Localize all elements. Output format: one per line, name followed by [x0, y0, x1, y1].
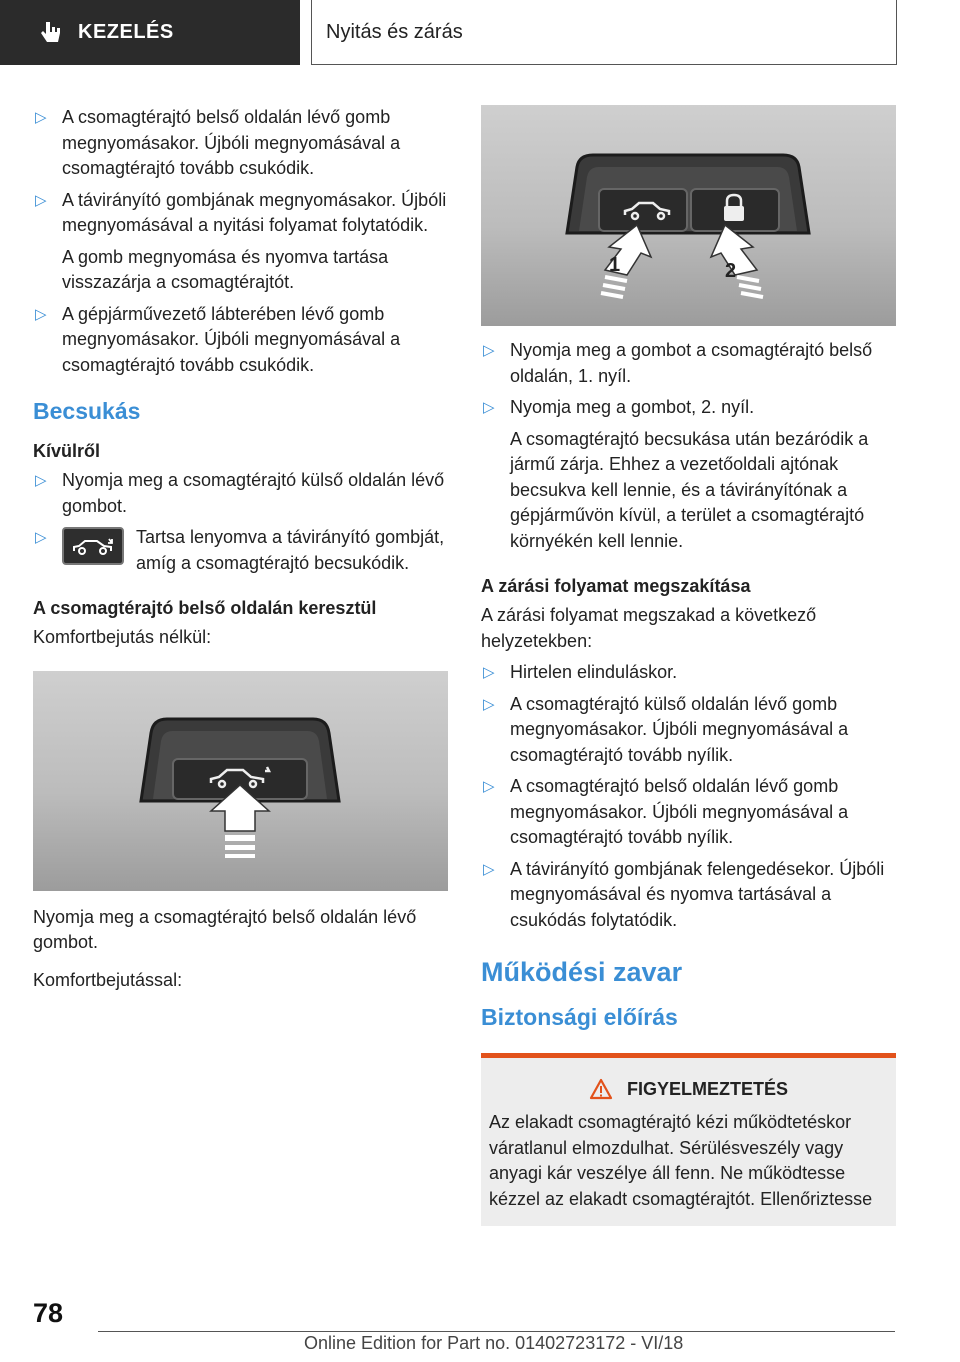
bullet-triangle-icon: ▷	[35, 305, 47, 323]
right-column	[481, 105, 896, 1226]
warning-text: Az elakadt csomagtérajtó kézi működtetéskor váratlanul elmozdulhat. Sérülésveszély vagy anyagi kár veszélye áll fenn. Ne működtesse kézzel az elakadt csomagtérajtót. Ellenőriztesse	[489, 1112, 873, 1209]
bullet-triangle-icon: ▷	[483, 399, 495, 416]
footer-edition: Online Edition for Part no. 01402723172 - VI/18	[304, 1333, 684, 1353]
bullet-triangle-icon: ▷	[483, 664, 495, 681]
heading-malfunction: Működési zavar	[481, 957, 683, 987]
chapter-title: KEZELÉS	[78, 21, 174, 43]
footer-divider	[98, 1331, 895, 1332]
interrupt-intro: A zárási folyamat megszakad a következő helyzetekben:	[481, 605, 817, 651]
chapter-tab[interactable]	[0, 0, 300, 65]
warning-triangle-icon	[589, 1078, 613, 1100]
bullet-triangle-icon: ▷	[483, 860, 495, 878]
left-column	[33, 105, 448, 993]
inside-bullet-list	[481, 338, 896, 554]
opening-bullet-list	[33, 105, 448, 378]
bullet-triangle-icon: ▷	[35, 191, 47, 209]
list-item: ▷ A távirányító gombjának megnyomásakor. Újbóli megnyomásával a nyitási folyamat folytatódik. A gomb megnyomása és nyomva tartása visszazárja a csomagtérajtót.	[33, 188, 448, 296]
list-item: ▷ A csomagtérajtó külső oldalán lévő gomb megnyomásakor. Újbóli megnyomásával a csomagtérajtó tovább nyílik.	[483, 693, 849, 765]
subheading-inside: A csomagtérajtó belső oldalán keresztül	[33, 598, 377, 618]
bullet-triangle-icon: ▷	[35, 109, 47, 126]
trunk-button-illustration	[33, 671, 448, 891]
list-item: ▷ Tartsa lenyomva a távirányító gombját, amíg a csomagtérajtó becsukódik.	[35, 527, 445, 573]
hand-icon	[40, 20, 62, 46]
subheading-interrupt: A zárási folyamat megszakítása	[481, 576, 751, 596]
heading-safety: Biztonsági előírás	[481, 1004, 678, 1030]
list-item: ▷ A gépjárművezető lábterében lévő gomb megnyomásakor. Újbóli megnyomásával a csomagtérajtó tovább csukódik.	[35, 303, 401, 375]
photo1-caption: Nyomja meg a csomagtérajtó belső oldalán lévő gombot.	[33, 906, 417, 952]
list-item-note: A csomagtérajtó becsukása után bezáródik a jármű zárja. Ehhez a vezetőoldali ajtónak becsukva kell lennie, és a távirányítónak a gépjárművön kívül, a terület a csomagtérajtó környékén kell lennie.	[510, 428, 869, 551]
bullet-triangle-icon: ▷	[483, 778, 495, 795]
list-item: ▷ Hirtelen elinduláskor.	[481, 660, 896, 686]
trunk-car-icon	[62, 527, 124, 565]
list-item: ▷ A csomagtérajtó belső oldalán lévő gomb megnyomásakor. Újbóli megnyomásával a csomagtérajtó tovább csukódik.	[35, 107, 401, 178]
bullet-triangle-icon: ▷	[35, 472, 47, 489]
bullet-triangle-icon: ▷	[35, 529, 47, 546]
list-item-note: A gomb megnyomása és nyomva tartása visszazárja a csomagtérajtót.	[62, 246, 389, 292]
list-item: ▷ Nyomja meg a gombot a csomagtérajtó belső oldalán, 1. nyíl.	[483, 340, 873, 386]
page-number: 78	[33, 1298, 64, 1328]
comfort-without-label: Komfortbejutás nélkül:	[33, 627, 212, 647]
list-item: ▷ A csomagtérajtó belső oldalán lévő gomb megnyomásakor. Újbóli megnyomásával a csomagtérajtó tovább nyílik.	[483, 776, 849, 847]
list-item: ▷ Nyomja meg a gombot, 2. nyíl. A csomagtérajtó becsukása után bezáródik a jármű zárja. Ehhez a vezetőoldali ajtónak becsukva kell lennie, és a távirányítónak a gépjárművön kívül, a terület a csomagtérajtó környékén kell lennie.	[481, 395, 896, 554]
list-item: ▷ Nyomja meg a csomagtérajtó külső oldalán lévő gombot.	[35, 470, 445, 516]
trunk-button-photo	[33, 671, 448, 891]
up-arrow-icon	[711, 225, 763, 297]
subheading-outside: Kívülről	[33, 441, 101, 461]
heading-closing: Becsukás	[33, 398, 141, 424]
bullet-triangle-icon: ▷	[483, 695, 495, 713]
arrow-label-2: 2	[725, 260, 737, 282]
bullet-triangle-icon: ▷	[483, 342, 495, 359]
section-title: Nyitás és zárás	[326, 20, 463, 43]
warning-box	[481, 1053, 896, 1226]
section-title-box	[311, 0, 897, 65]
warning-title: FIGYELMEZTETÉS	[489, 1078, 888, 1100]
outside-bullet-list	[33, 468, 448, 576]
comfort-with-label: Komfortbejutással:	[33, 969, 183, 990]
trunk-buttons-illustration	[481, 105, 896, 326]
arrow-label-1: 1	[609, 254, 621, 276]
list-item: ▷ A távirányító gombjának felengedésekor. Újbóli megnyomásával és nyomva tartásával a csukódás folytatódik.	[483, 858, 885, 930]
trunk-two-buttons-photo	[481, 105, 896, 326]
interrupt-bullet-list	[481, 660, 896, 933]
